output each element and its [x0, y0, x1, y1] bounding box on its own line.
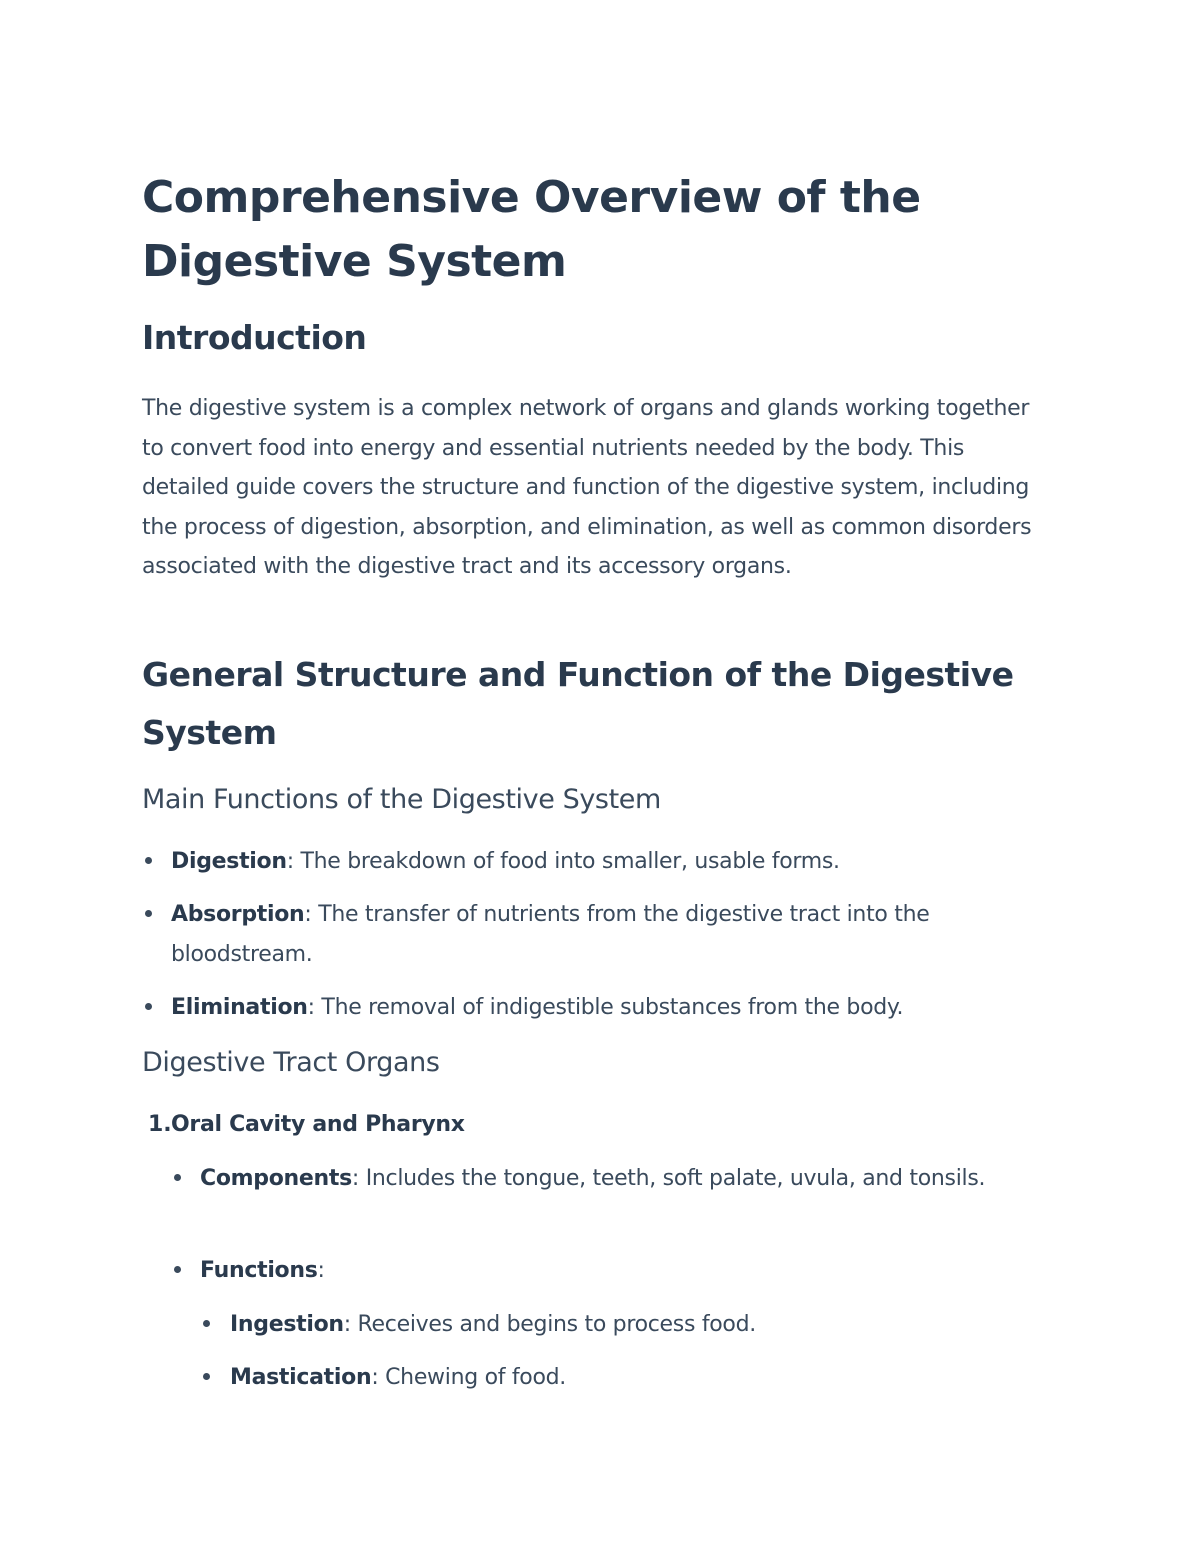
organ-components: [200, 1159, 1020, 1199]
organ-functions: [200, 1251, 1020, 1291]
organ-name: Oral Cavity and Pharynx: [171, 1112, 465, 1137]
function-term: Ingestion: [230, 1312, 344, 1337]
bullet-dot: [174, 1174, 181, 1181]
introduction-heading: Introduction: [142, 318, 367, 357]
tract-organs-heading: Digestive Tract Organs: [142, 1047, 440, 1078]
document-title: Comprehensive Overview of the Digestive System: [142, 172, 921, 287]
function-desc: : Chewing of food.: [371, 1365, 566, 1390]
function-desc: : Receives and begins to process food.: [343, 1312, 756, 1337]
organ-oral-cavity: [171, 1105, 1041, 1145]
components-desc: : Includes the tongue, teeth, soft palate, uvula, and tonsils.: [351, 1166, 986, 1191]
bullet-dot: [174, 1266, 181, 1273]
list-item-desc: : The removal of indigestible substances from the body.: [307, 995, 904, 1020]
functions-term: Functions: [200, 1258, 318, 1283]
components-term: Components: [200, 1166, 352, 1191]
structure-section-heading: General Structure and Function of the Digestive System: [142, 655, 1014, 752]
list-item-term: Digestion: [171, 849, 287, 874]
list-item-term: Elimination: [171, 995, 308, 1020]
main-functions-heading: Main Functions of the Digestive System: [142, 784, 661, 815]
list-number: 1.: [148, 1112, 172, 1137]
list-item-desc: : The breakdown of food into smaller, usable forms.: [286, 849, 840, 874]
list-item-term: Absorption: [171, 902, 305, 927]
function-ingestion: [230, 1305, 1030, 1345]
function-term: Mastication: [230, 1365, 372, 1390]
list-item-desc: : The transfer of nutrients from the digestive tract into the bloodstream.: [171, 902, 930, 967]
introduction-paragraph: The digestive system is a complex network of organs and glands working together to convert food into energy and essential nutrients needed by the body. This detailed guide covers the structure and function of the digestive system, including the process of digestion, absorption, and elimination, as well as common disorders associated with the digestive tract and its accessory organs.: [142, 396, 1032, 579]
functions-colon: :: [317, 1258, 325, 1283]
bullet-dot: [203, 1373, 210, 1380]
function-mastication: [230, 1358, 1030, 1398]
bullet-dot: [203, 1320, 210, 1327]
list-item-digestion: [171, 842, 1041, 882]
bullet-dot: [145, 857, 152, 864]
list-item-absorption: [171, 895, 1041, 974]
list-item-elimination: [171, 988, 1041, 1028]
bullet-dot: [145, 910, 152, 917]
bullet-dot: [145, 1003, 152, 1010]
